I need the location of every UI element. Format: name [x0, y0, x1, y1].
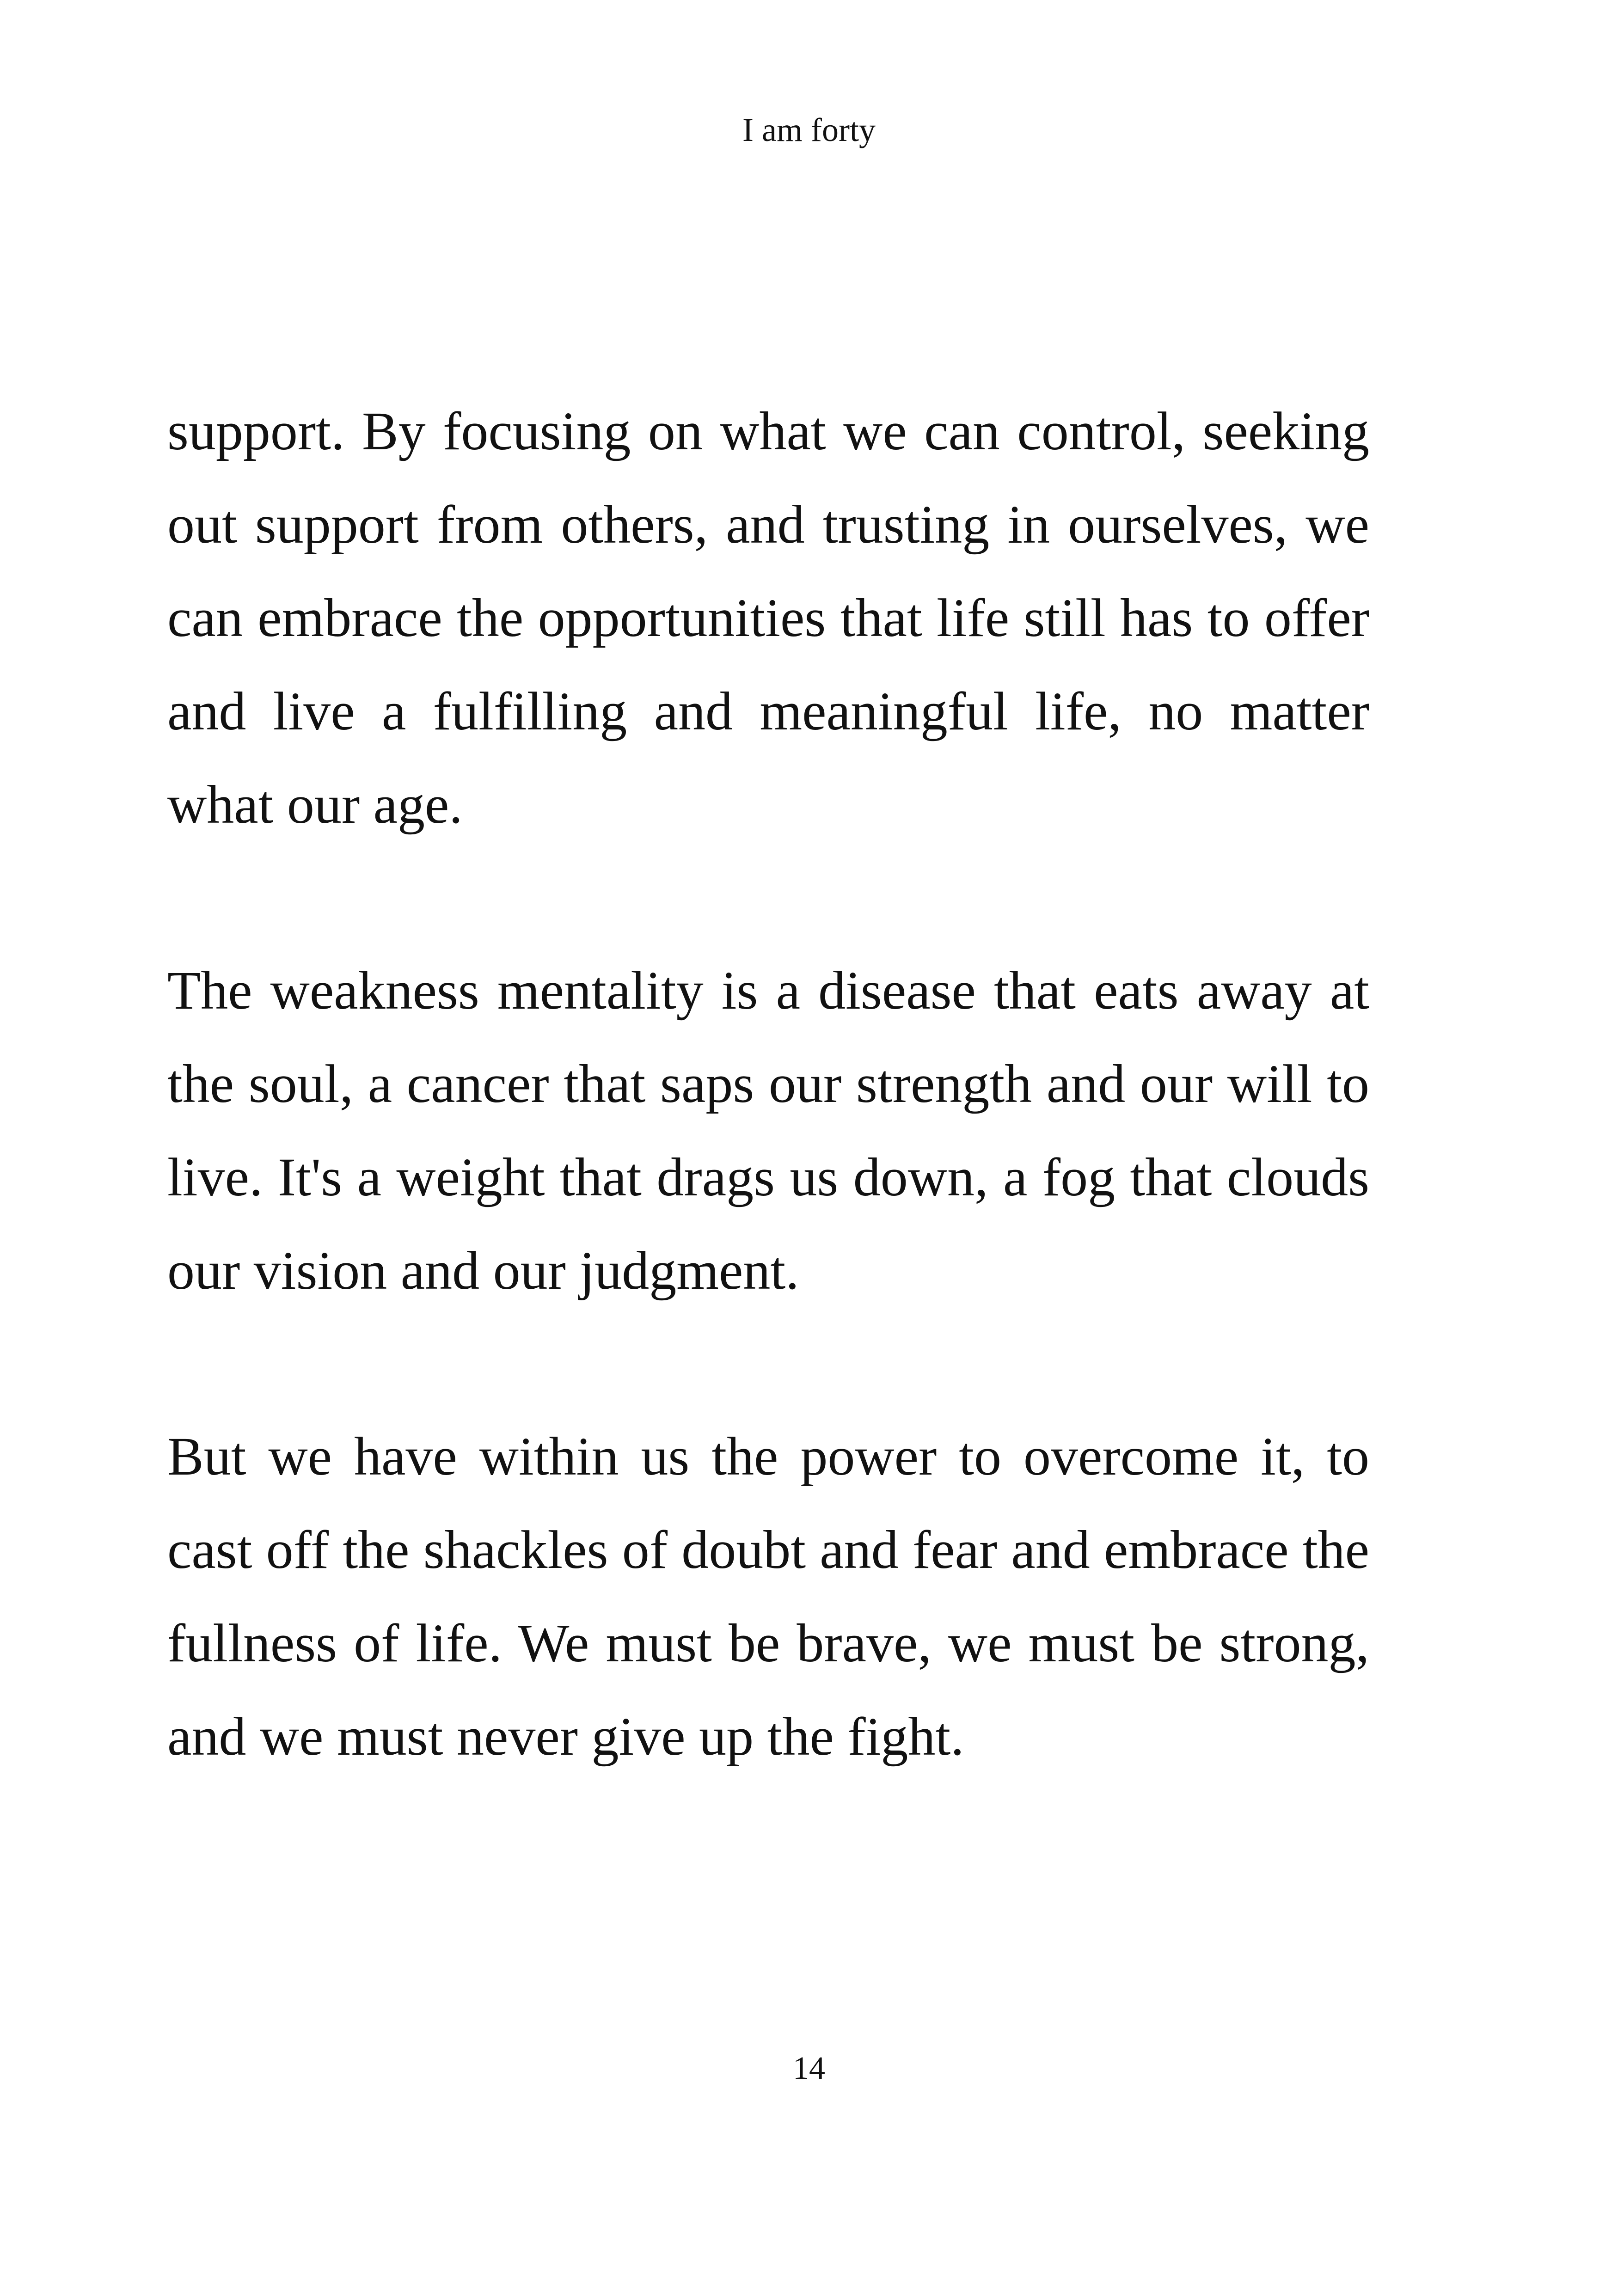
- running-header-title: I am forty: [742, 111, 876, 148]
- page-number: 14: [793, 2051, 825, 2086]
- paragraph: But we have within us the power to overcome it, to cast off the shackles of doubt and fear and embrace the fullness of life. We must be brave, we must be strong, and we must never give up the fight.: [167, 1426, 1369, 1767]
- paragraph: The weakness mentality is a disease that eats away at the soul, a cancer that saps our strength and our will to live. It's a weight that drags us down, a fog that clouds our vision and our judgment.: [167, 960, 1369, 1301]
- body-text: [167, 385, 1369, 1783]
- paragraph: support. By focusing on what we can control, seeking out support from others, and trusting in ourselves, we can embrace the opportunities that life still has to offer and live a fulfilling and meaningful life, no matter what our age.: [167, 401, 1369, 835]
